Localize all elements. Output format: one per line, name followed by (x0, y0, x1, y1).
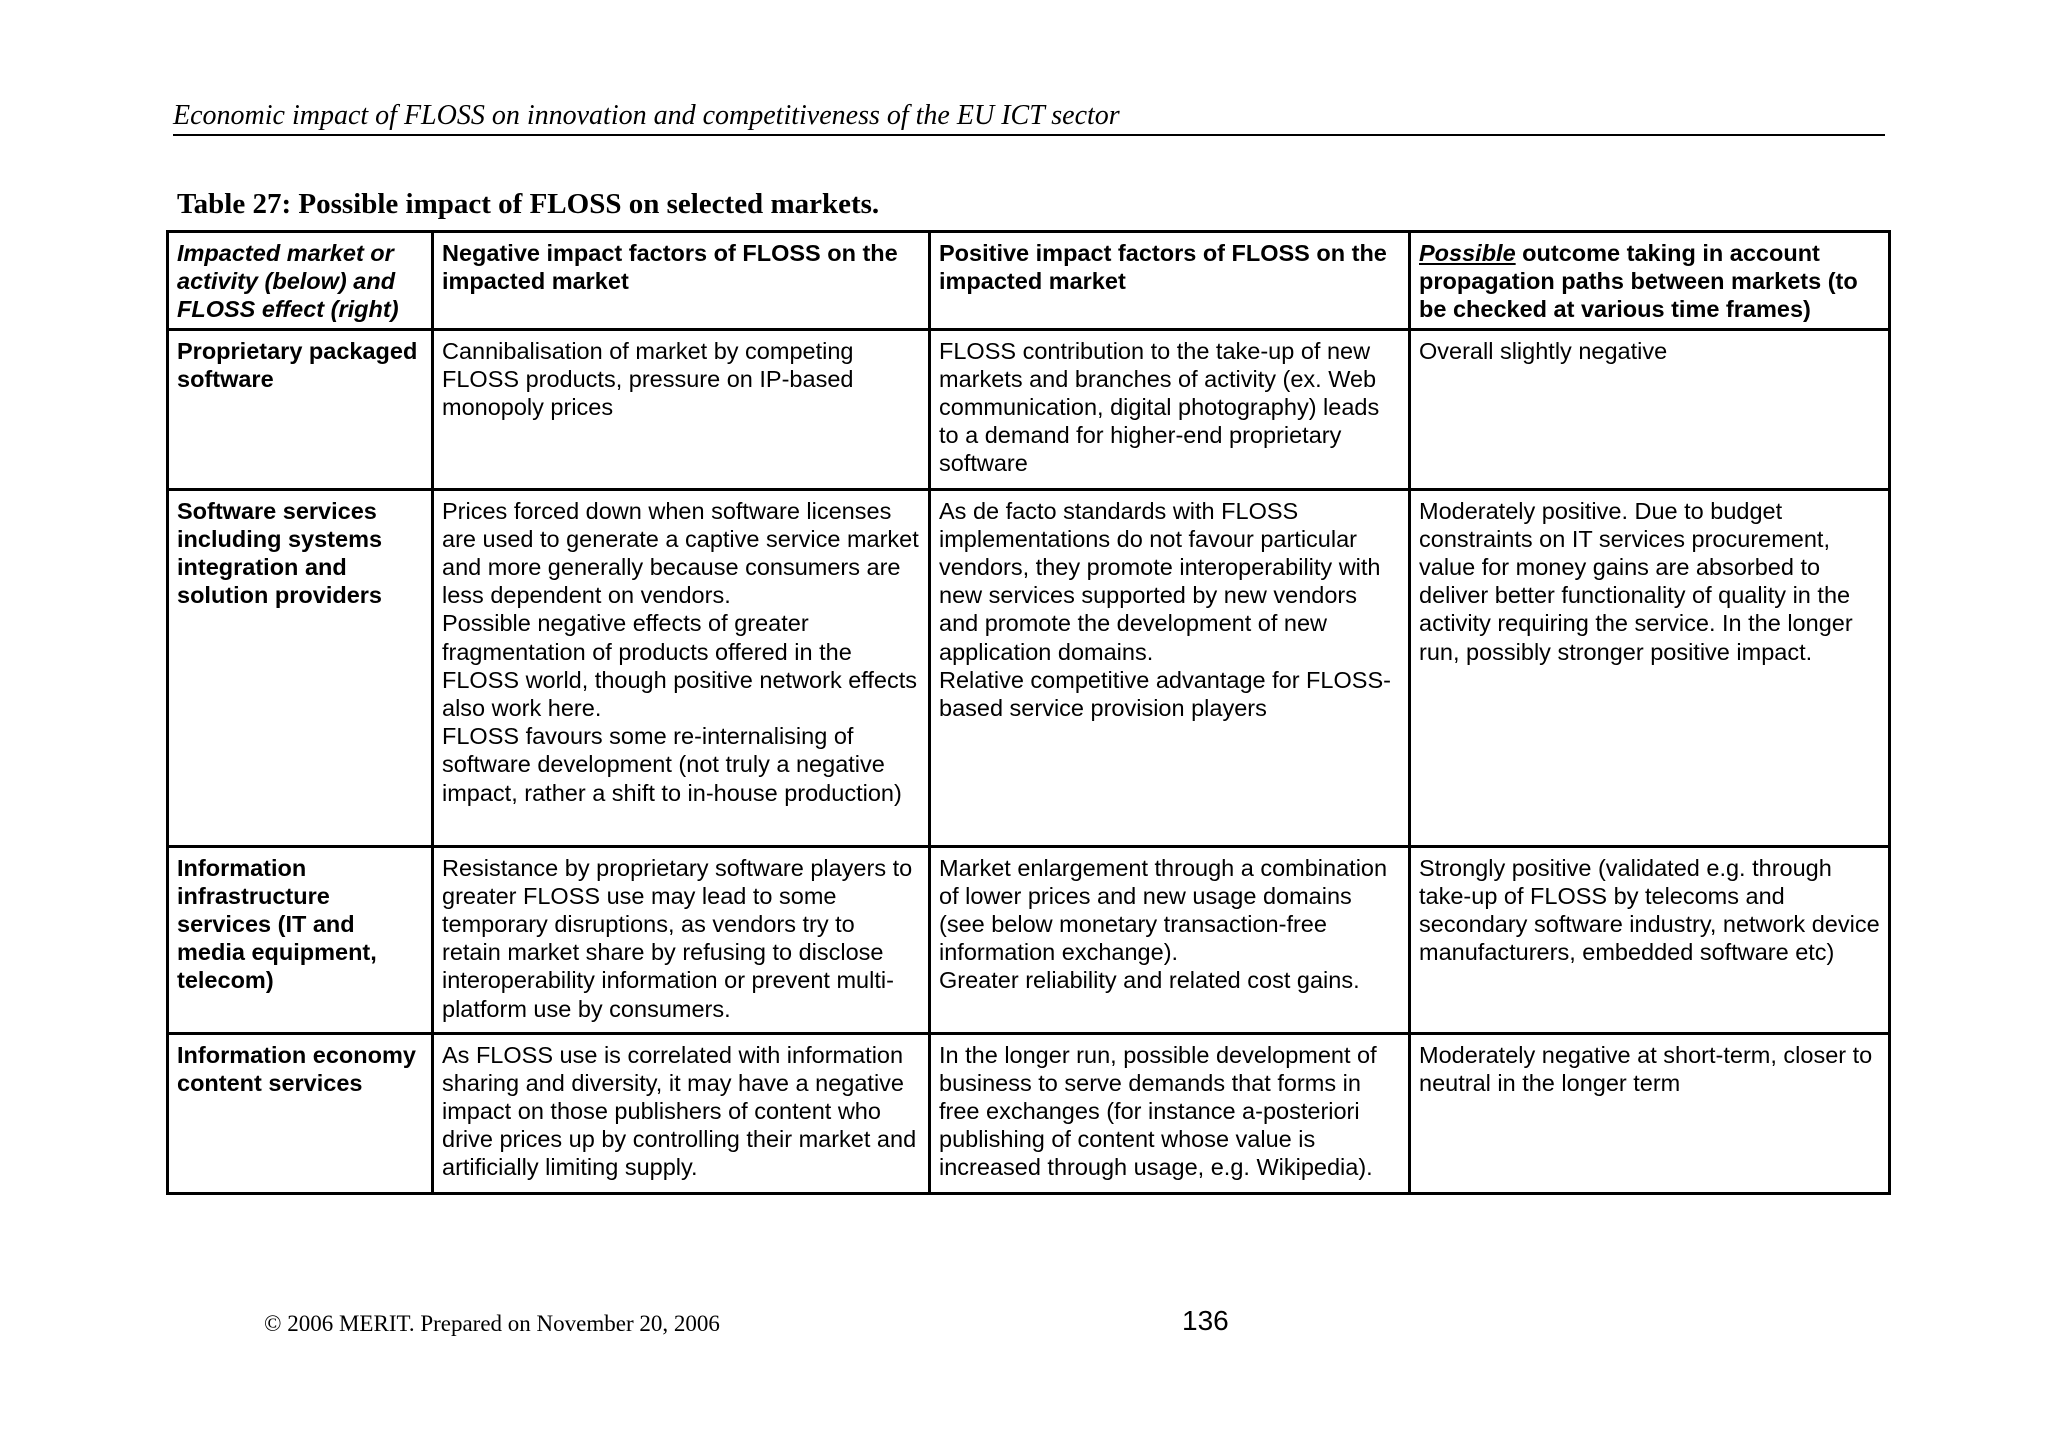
positive-cell (930, 846, 1410, 1033)
table-row (168, 489, 1890, 846)
table-row (168, 329, 1890, 489)
market-cell: Information infrastructure services (IT and media equipment, telecom) (168, 846, 433, 1033)
footer-copyright: © 2006 MERIT. Prepared on November 20, 2006 (264, 1311, 720, 1336)
negative-paragraph: As FLOSS use is correlated with information sharing and diversity, it may have a negative impact on those publishers of content who drive prices up by controlling their market and artificially limiting supply. (442, 1041, 917, 1181)
positive-cell (930, 329, 1410, 489)
outcome-cell: Moderately negative at short-term, closer to neutral in the longer term (1410, 1033, 1890, 1193)
market-cell: Information economy content services (168, 1033, 433, 1193)
market-cell: Proprietary packaged software (168, 329, 433, 489)
positive-paragraph: Market enlargement through a combination of lower prices and new usage domains (see below monetary transaction-free information exchange). (939, 854, 1388, 966)
running-header: Economic impact of FLOSS on innovation and competitiveness of the EU ICT sector (173, 98, 1885, 136)
outcome-cell: Overall slightly negative (1410, 329, 1890, 489)
outcome-header-text: outcome taking in account propagation paths between markets (to be checked at various time frames) (1419, 240, 1858, 323)
table-caption: Table 27: Possible impact of FLOSS on selected markets. (177, 188, 880, 220)
negative-cell (433, 489, 930, 846)
positive-cell (930, 489, 1410, 846)
possible-emphasis: Possible (1419, 240, 1516, 266)
positive-cell (930, 1033, 1410, 1193)
impact-table (166, 230, 1891, 1195)
negative-paragraph: Resistance by proprietary software players to greater FLOSS use may lead to some temporary disruptions, as vendors try to retain market share by refusing to disclose interoperability information or prevent multi-platform use by consumers. (442, 854, 913, 1022)
negative-paragraph: FLOSS favours some re-internalising of software development (not truly a negative impact, rather a shift to in-house production) (442, 723, 902, 806)
negative-paragraph: Cannibalisation of market by competing FLOSS products, pressure on IP-based monopoly prices (442, 337, 854, 421)
positive-paragraph: Greater reliability and related cost gains. (939, 967, 1360, 994)
positive-paragraph: In the longer run, possible development of business to serve demands that forms in free exchanges (for instance a-posteriori publishing of content whose value is increased through usage, e.g. Wikipedia). (939, 1041, 1377, 1181)
positive-paragraph: FLOSS contribution to the take-up of new markets and branches of activity (ex. Web communication, digital photography) leads to a demand for higher-end proprietary software (939, 337, 1380, 477)
negative-paragraph: Possible negative effects of greater fragmentation of products offered in the FLOSS world, though positive network effects also work here. (442, 610, 918, 722)
positive-paragraph: Relative competitive advantage for FLOSS-based service provision players (939, 666, 1391, 722)
negative-cell (433, 329, 930, 489)
negative-cell (433, 1033, 930, 1193)
table-header-row (168, 232, 1890, 330)
table-row (168, 1033, 1890, 1193)
positive-paragraph: As de facto standards with FLOSS implementations do not favour particular vendors, they promote interoperability with new services supported by new vendors and promote the development of new application domains. (939, 497, 1381, 665)
page-number: 136 (1182, 1305, 1229, 1336)
column-header-positive: Positive impact factors of FLOSS on the impacted market (930, 232, 1410, 330)
negative-paragraph: Prices forced down when software licenses are used to generate a captive service market and more generally because consumers are less dependent on vendors. (442, 497, 919, 609)
negative-cell (433, 846, 930, 1033)
outcome-cell: Strongly positive (validated e.g. through take-up of FLOSS by telecoms and secondary software industry, network device manufacturers, embedded software etc) (1410, 846, 1890, 1033)
column-header-market: Impacted market or activity (below) and FLOSS effect (right) (168, 232, 433, 330)
column-header-outcome (1410, 232, 1890, 330)
outcome-cell: Moderately positive. Due to budget constraints on IT services procurement, value for money gains are absorbed to deliver better functionality of quality in the activity requiring the service. In the longer run, possibly stronger positive impact. (1410, 489, 1890, 846)
table-row (168, 846, 1890, 1033)
market-cell: Software services including systems integration and solution providers (168, 489, 433, 846)
column-header-negative: Negative impact factors of FLOSS on the impacted market (433, 232, 930, 330)
